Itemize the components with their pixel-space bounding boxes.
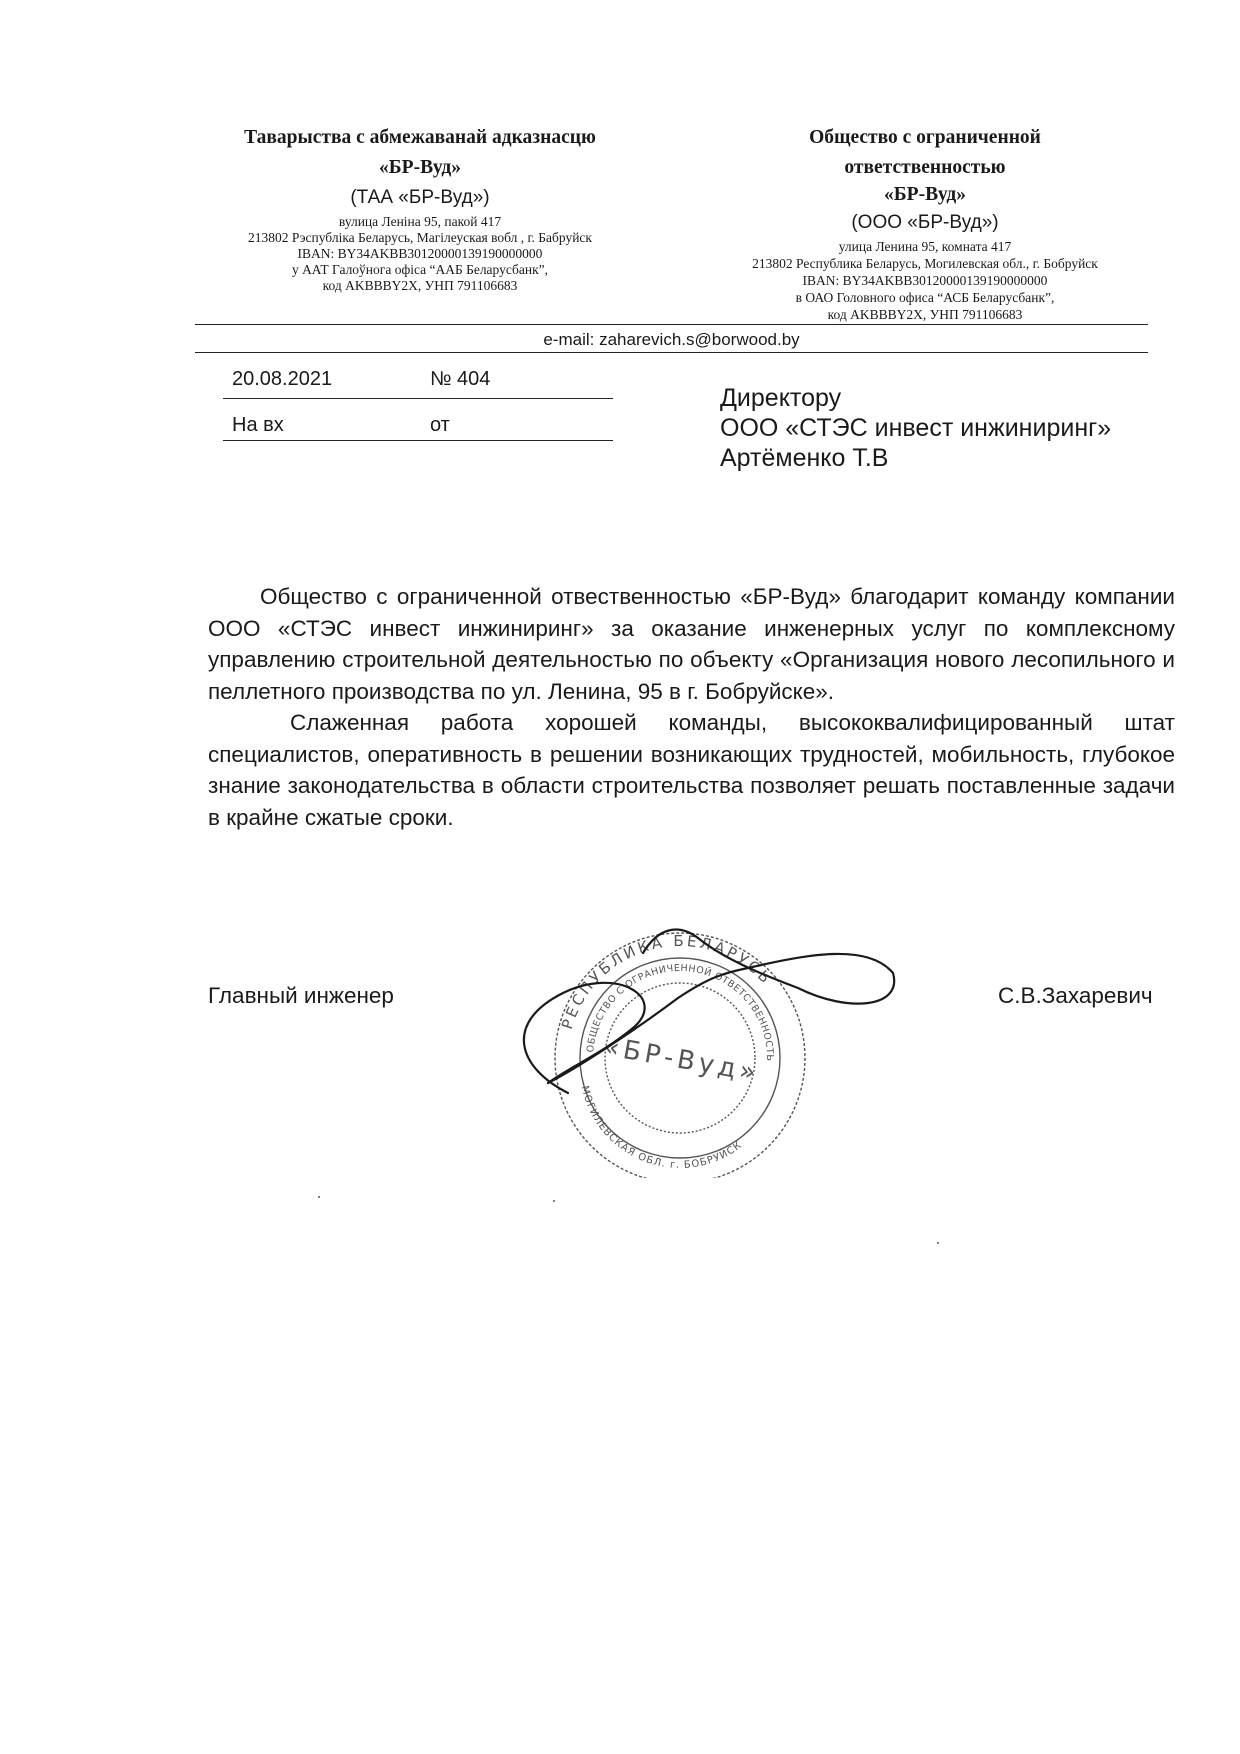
header-rule-top [195,324,1148,325]
svg-text:ОБЩЕСТВО С ОГРАНИЧЕННОЙ ОТВЕТС: ОБЩЕСТВО С ОГРАНИЧЕННОЙ ОТВЕТСТВЕННОСТЬ [585,962,776,1062]
stamp-and-signature-graphic [508,918,903,1178]
iban-ru: IBAN: BY34AKBB30120000139190000000 [802,273,1048,288]
bank-by: у ААТ Галоўнога офіса “ААБ Беларусбанк”, [291,262,549,277]
body-paragraph-2: Слаженная работа хорошей команды, высококвалифицированный штат специалистов, оперативность в решении возникающих трудностей, мобильность, глубокое знание законодательства в области строительства позволяет решать поставленные задачи в крайне сжатые сроки. [208,710,1175,830]
addressee-person: Артёменко Т.В [720,444,889,472]
org-name-by: Таварыства с абмежаванай адказнасцю [244,127,596,148]
company-stamp [508,918,903,1178]
email: e-mail: zaharevich.s@borwood.by [543,330,800,349]
city-by: 213802 Рэспубліка Беларусь, Магілеуская вобл , г. Бабруйск [248,230,592,245]
city-ru: 213802 Республика Беларусь, Могилевская обл., г. Бобруйск [752,256,1098,271]
letter-body [208,581,1175,833]
street-by: вулица Леніна 95, пакой 417 [338,214,502,229]
incoming-label: На вх [232,414,284,436]
reference-line-1 [223,398,613,399]
org-name-ru-1: Общество с ограниченной [809,127,1041,148]
from-label: от [430,414,450,436]
svg-text:«БР-Вуд»: «БР-Вуд» [601,1031,762,1089]
org-quoted-by: «БР-Вуд» [379,157,461,178]
bank-ru: в ОАО Головного офиса “АСБ Беларусбанк”, [795,290,1055,305]
letter-date: 20.08.2021 [232,368,333,390]
org-quoted-ru: «БР-Вуд» [884,184,966,205]
reference-line-2 [223,440,613,441]
svg-text:РЕСПУБЛИКА БЕЛАРУСЬ: РЕСПУБЛИКА БЕЛАРУСЬ [558,931,777,1032]
letter-number: № 404 [430,368,491,390]
scan-speck [553,1200,555,1202]
signatory-name: С.В.Захаревич [998,983,1153,1008]
body-paragraph-1: Общество с ограниченной отвественностью «БР-Вуд» благодарит команду компании ООО «СТЭС инвест инжиниринг» за оказание инженерных услуг по комплексному управлению строительной деятельностью по объекту «Организация нового лесопильного и пеллетного производства по ул. Ленина, 95 в г. Бобруйске». [208,584,1175,704]
letterhead-right [690,128,1160,325]
svg-text:МОГИЛЕВСКАЯ ОБЛ. г. БОБРУЙСК: МОГИЛЕВСКАЯ ОБЛ. г. БОБРУЙСК [578,1084,745,1172]
addressee [720,383,1111,473]
addressee-company: ООО «СТЭС инвест инжиниринг» [720,414,1112,442]
scan-speck [937,1242,939,1244]
codes-ru: код AKBBBY2X, УНП 791106683 [827,307,1023,322]
signatory-position: Главный инженер [208,983,394,1008]
codes-by: код AKBBBY2X, УНП 791106683 [322,278,518,293]
iban-by: IBAN: BY34AKBB30120000139190000000 [297,246,543,261]
header-rule-bottom [195,352,1148,353]
addressee-title: Директору [720,384,842,412]
scan-speck [318,1196,320,1198]
org-name-ru-2: ответственностью [844,157,1006,178]
street-ru: улица Ленина 95, комната 417 [838,239,1012,254]
org-short-by: (ТАА «БР-Вуд») [350,187,490,208]
org-short-ru: (ООО «БР-Вуд») [851,212,999,233]
letterhead-left [185,128,655,295]
